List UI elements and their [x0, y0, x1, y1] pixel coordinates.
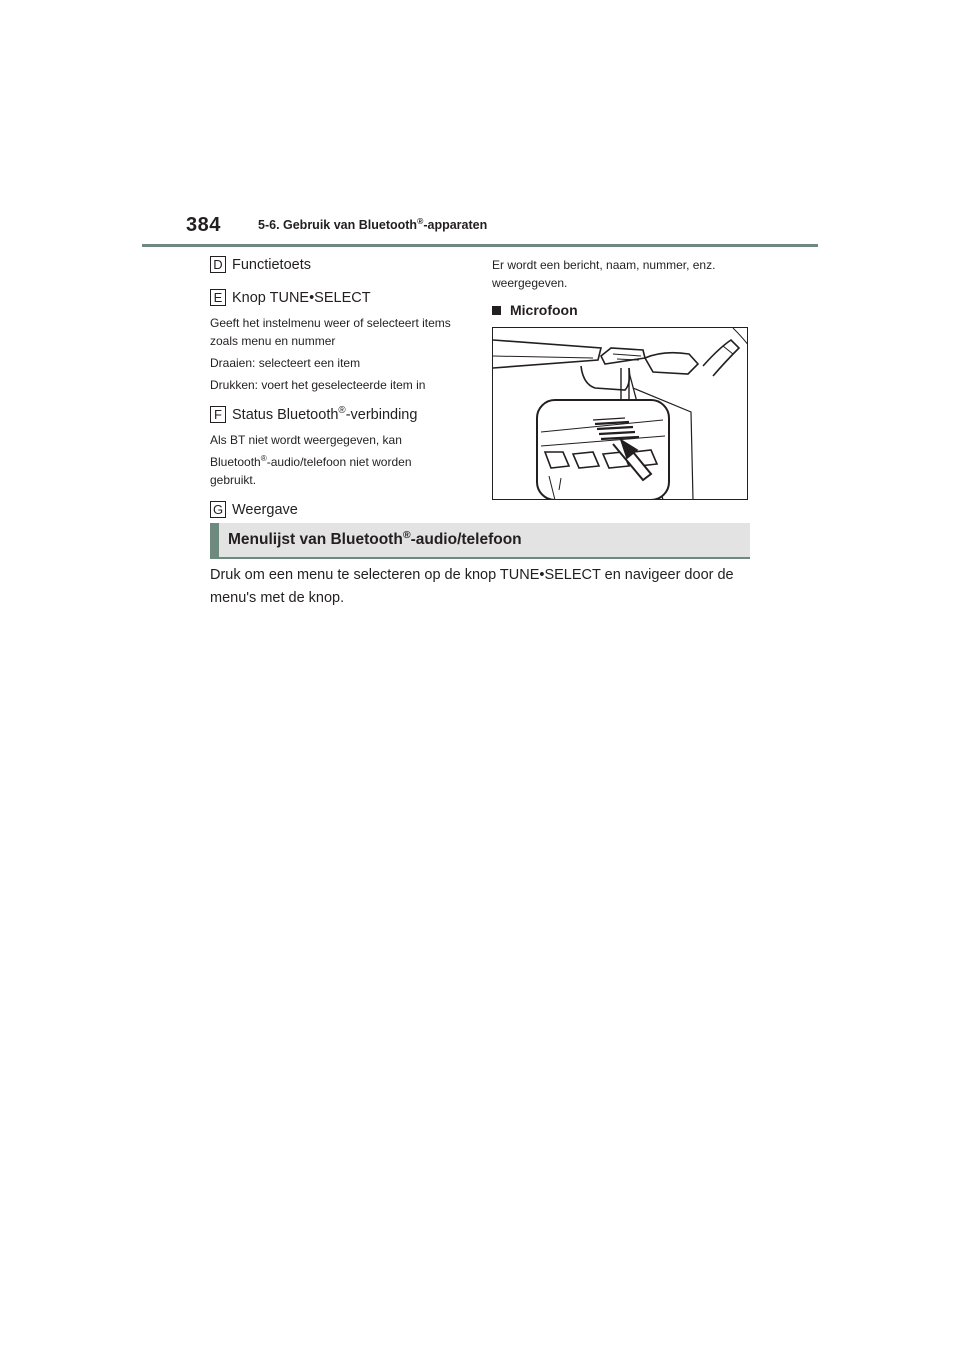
square-bullet-icon [492, 306, 501, 315]
item-f-desc-2-text: Bluetooth [210, 455, 261, 469]
letter-box-f: F [210, 406, 226, 423]
running-title-text: 5-6. Gebruik van Bluetooth [258, 218, 418, 232]
microphone-illustration [492, 327, 748, 500]
item-f-heading [210, 406, 455, 423]
item-d-heading [210, 256, 455, 273]
item-e-heading [210, 289, 455, 306]
item-f-label [232, 404, 418, 423]
item-f-desc-2 [210, 453, 455, 489]
item-f-label-text: Status Bluetooth [232, 406, 339, 423]
body-paragraph: Druk om een menu te selecteren op de knop TUNE•SELECT en navigeer door de menu's met de knop. [210, 567, 734, 606]
registered-mark: ® [417, 215, 424, 226]
microphone-subheading [492, 302, 750, 318]
banner-accent-bar [210, 523, 219, 557]
running-title-suffix: -apparaten [423, 218, 488, 232]
item-f-desc-1: Als BT niet wordt weergegeven, kan [210, 433, 402, 447]
item-e-desc-2: Draaien: selecteert een item [210, 356, 361, 370]
item-g-label: Weergave [232, 501, 298, 518]
section-title [228, 528, 522, 549]
letter-box-e: E [210, 289, 226, 306]
registered-mark: ® [402, 528, 411, 541]
registered-mark: ® [338, 404, 346, 416]
right-column [492, 256, 750, 500]
microphone-subheading-text: Microfoon [510, 302, 578, 318]
microphone-location-drawing [493, 328, 748, 500]
running-title [258, 215, 488, 232]
item-f-desc-2-suffix: -audio/telefoon niet worden gebruikt. [210, 455, 412, 487]
letter-box-g: G [210, 501, 226, 518]
item-e-label: Knop TUNE•SELECT [232, 289, 371, 306]
item-d-label: Functietoets [232, 256, 311, 273]
left-column [210, 256, 455, 526]
header-rule [142, 244, 818, 247]
section-title-suffix: -audio/telefoon [410, 531, 522, 548]
item-e-desc-1: Geeft het instelmenu weer of selecteert items zoals menu en nummer [210, 316, 451, 348]
registered-mark: ® [260, 454, 267, 463]
display-description: Er wordt een bericht, naam, nummer, enz. weergegeven. [492, 258, 716, 290]
item-g-heading [210, 501, 455, 518]
section-banner [210, 523, 750, 559]
page-number: 384 [186, 214, 221, 236]
letter-box-d: D [210, 256, 226, 273]
item-e-desc-3: Drukken: voert het geselecteerde item in [210, 378, 426, 392]
item-f-label-suffix: -verbinding [345, 406, 418, 423]
section-title-text: Menulijst van Bluetooth [228, 531, 403, 548]
